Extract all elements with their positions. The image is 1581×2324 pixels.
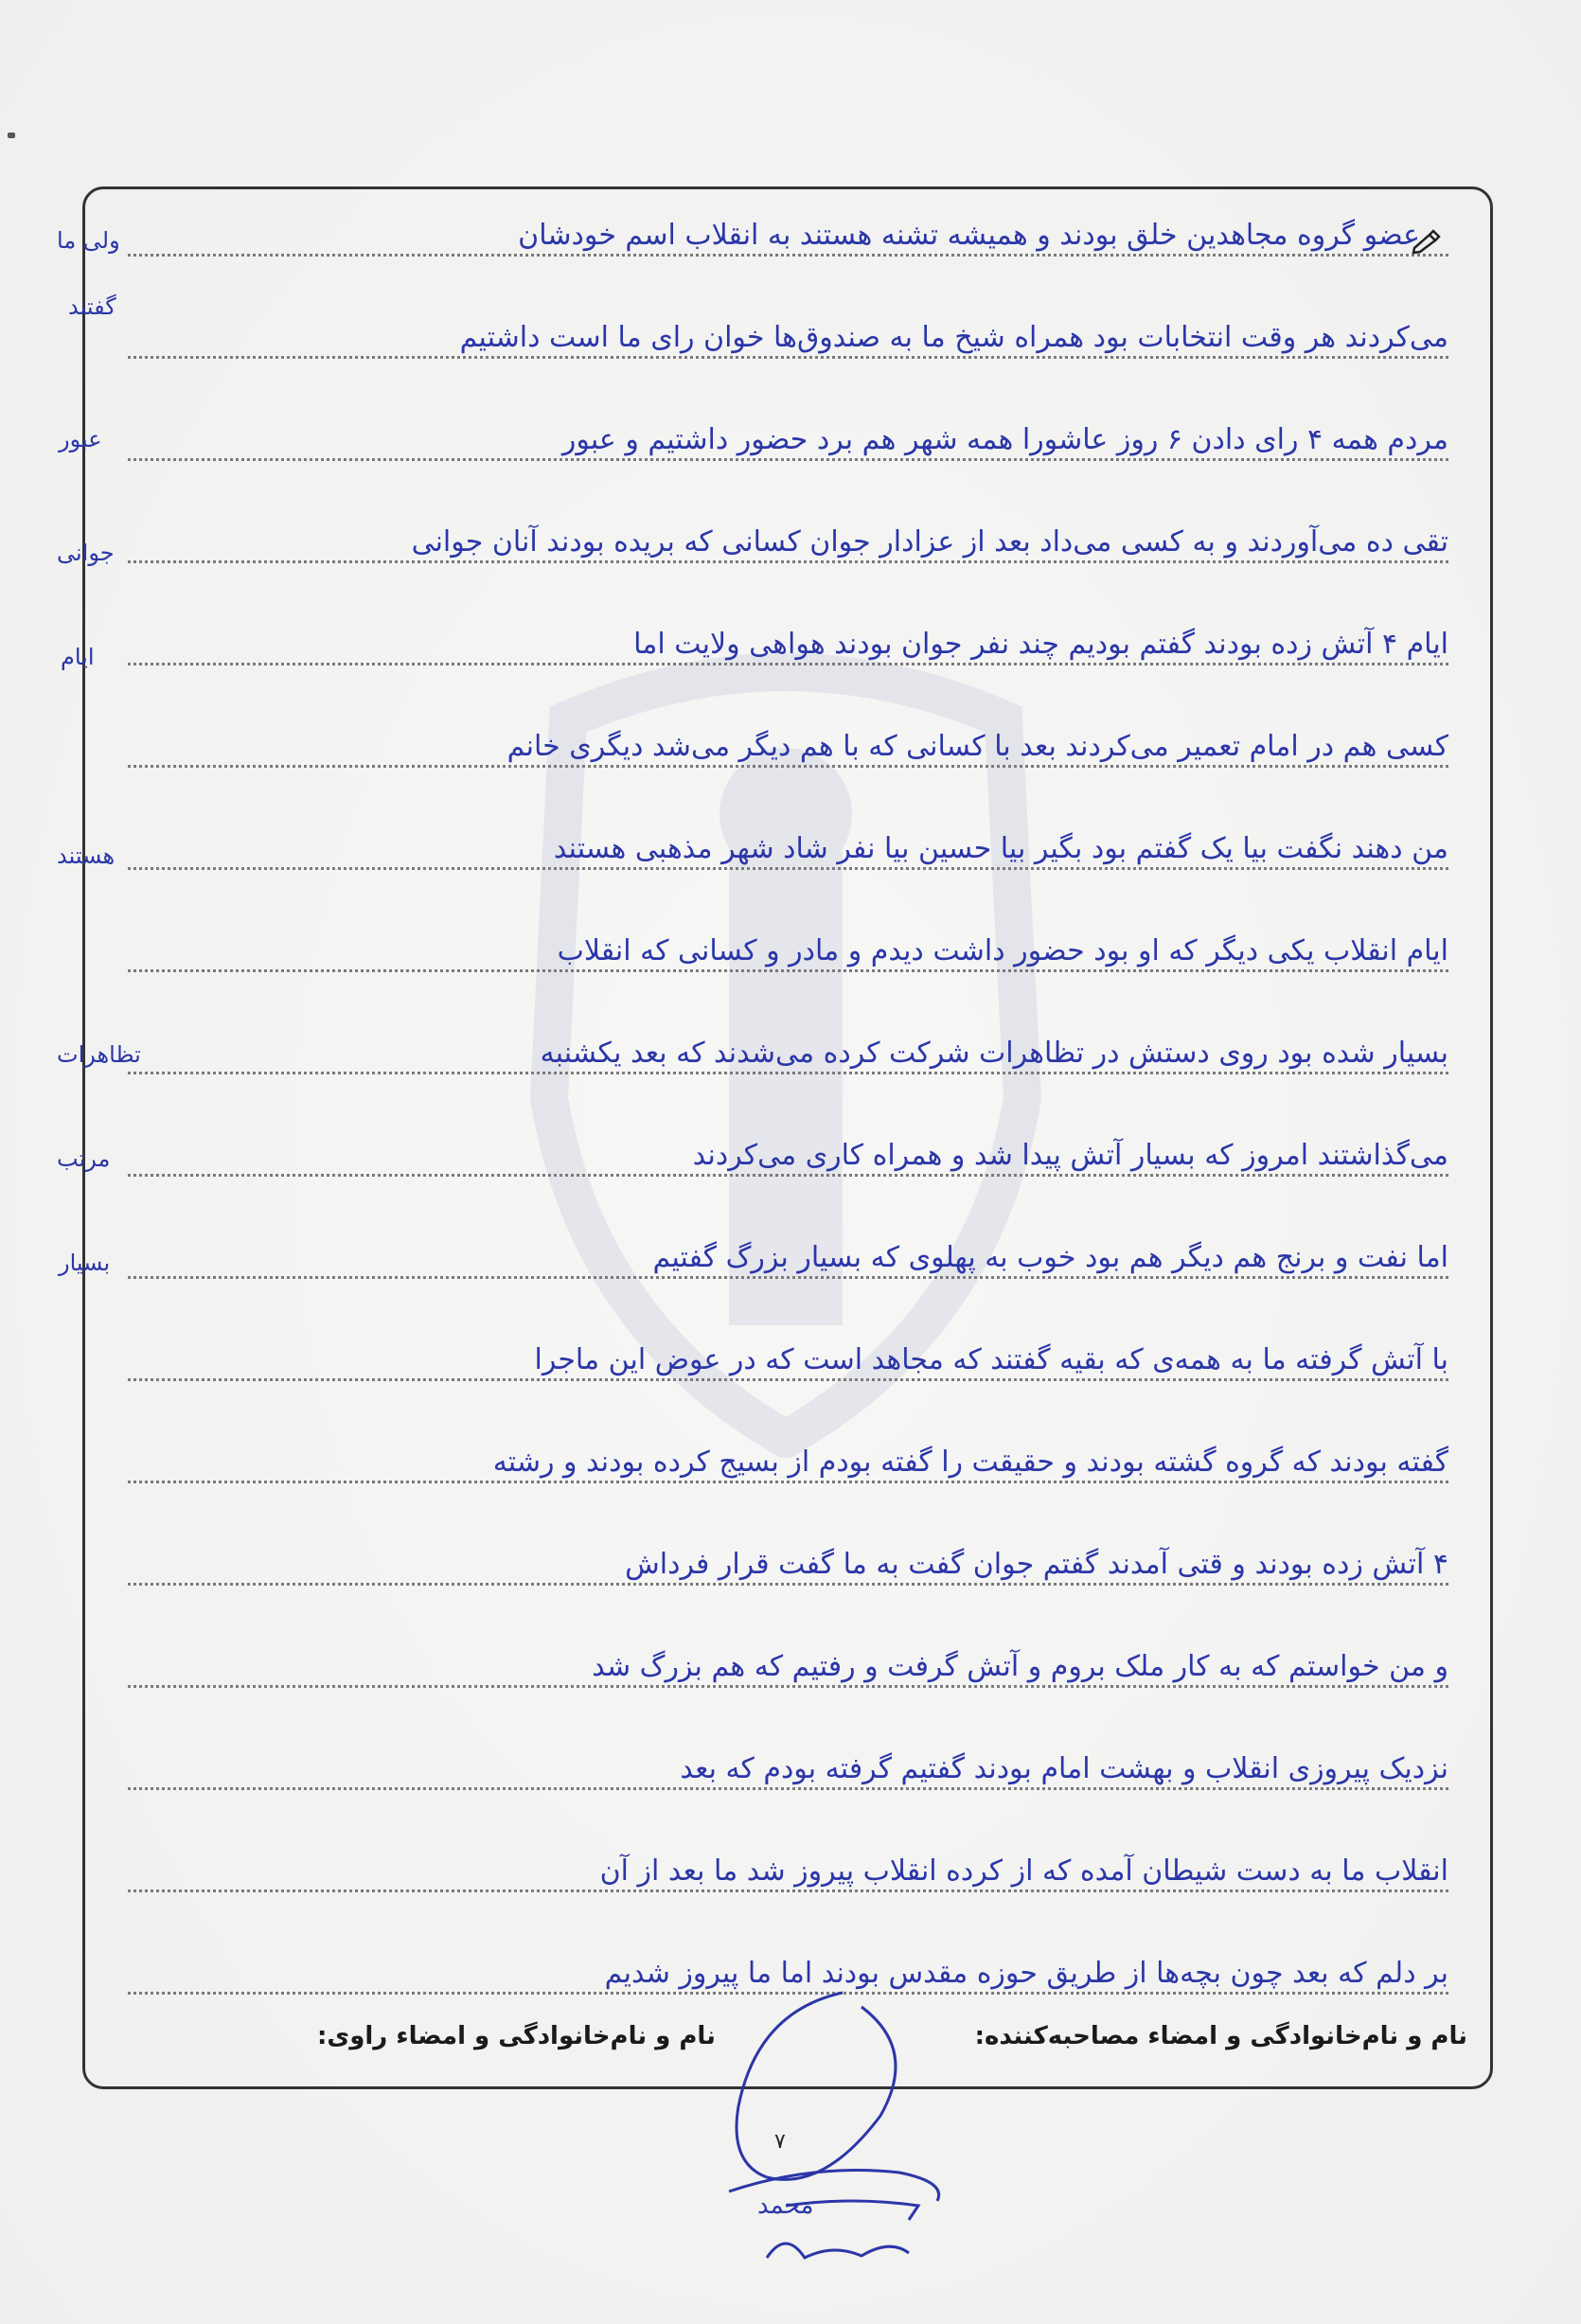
handwritten-line: می‌گذاشتند امروز که بسیار آتش پیدا شد و همراه کاری می‌کردند <box>692 1139 1448 1172</box>
signature-drawing <box>701 1974 966 2286</box>
margin-note: ولی ما <box>57 227 120 254</box>
signature-name: محمد <box>757 2191 814 2220</box>
handwritten-line: اما نفت و برنج هم دیگر هم بود خوب به پهلوی که بسیار بزرگ گفتیم <box>652 1241 1448 1274</box>
handwritten-line: نزدیک پیروزی انقلاب و بهشت امام بودند گفتیم گرفته بودم که بعد <box>680 1752 1448 1785</box>
handwritten-line: و من خواستم که به کار ملک بروم و آتش گرفت و رفتیم که هم بزرگ شد <box>592 1650 1448 1683</box>
handwritten-line: عضو گروه مجاهدین خلق بودند و همیشه تشنه هستند به انقلاب اسم خودشان <box>518 219 1420 252</box>
interviewer-signature-label: نام و نام‌خانوادگی و امضاء مصاحبه‌کننده: <box>974 2022 1467 2050</box>
margin-note: ایام <box>61 644 95 670</box>
handwritten-line: می‌کردند هر وقت انتخابات بود همراه شیخ ما به صندوق‌ها خوان رای ما است داشتیم <box>459 321 1448 354</box>
handwritten-line: انقلاب ما به دست شیطان آمده که از کرده انقلاب پیروز شد ما بعد از آن <box>599 1854 1448 1888</box>
margin-note: بسیار <box>59 1250 111 1276</box>
handwritten-line: بسیار شده بود روی دستش در تظاهرات شرکت کرده می‌شدند که بعد یکشنبه <box>540 1037 1448 1070</box>
margin-note: هستند <box>57 843 115 869</box>
handwritten-line: من دهند نگفت بیا یک گفتم بود بگیر بیا حسین بیا نفر شاد شهر مذهبی هستند <box>553 832 1448 865</box>
handwritten-line: ۴ آتش زده بودند و قتی آمدند گفتم جوان گفت به ما گفت قرار فرداش <box>625 1548 1448 1581</box>
handwritten-line: با آتش گرفته ما به همه‌ی که بقیه گفتند که مجاهد است که در عوض این ماجرا <box>534 1343 1448 1376</box>
handwritten-line: ایام انقلاب یکی دیگر که او بود حضور داشت دیدم و مادر و کسانی که انقلاب <box>557 934 1448 967</box>
margin-mark <box>8 133 15 138</box>
margin-note: مرتب <box>57 1145 111 1172</box>
handwritten-line: گفته بودند که گروه گشته بودند و حقیقت را گفته بودم از بسیج کرده بودند و رشته <box>492 1446 1448 1479</box>
handwritten-line: مردم همه ۴ رای دادن ۶ روز عاشورا همه شهر هم برد حضور داشتیم و عبور <box>561 423 1448 456</box>
margin-note: تظاهرات <box>57 1041 141 1068</box>
margin-note: جوانی <box>57 540 115 566</box>
narrator-signature-label: نام و نام‌خانوادگی و امضاء راوی: <box>317 2022 716 2050</box>
handwritten-line: بر دلم که بعد چون بچه‌ها از طریق حوزه مقدس بودند اما ما پیروز شدیم <box>604 1957 1448 1990</box>
handwritten-line: ایام ۴ آتش زده بودند گفتم بودیم چند نفر جوان بودند هواهی ولایت اما <box>633 628 1448 661</box>
handwritten-line: تقی ده می‌آوردند و به کسی می‌داد بعد از عزادار جوان کسانی که بریده بودند آنان جوانی <box>411 525 1448 559</box>
margin-note: عبور <box>59 426 102 452</box>
page-number: ۷ <box>774 2130 786 2154</box>
margin-note: گفتند <box>68 293 116 320</box>
handwritten-line: کسی هم در امام تعمیر می‌کردند بعد با کسانی که با هم دیگر می‌شد دیگری خانم <box>506 730 1448 763</box>
